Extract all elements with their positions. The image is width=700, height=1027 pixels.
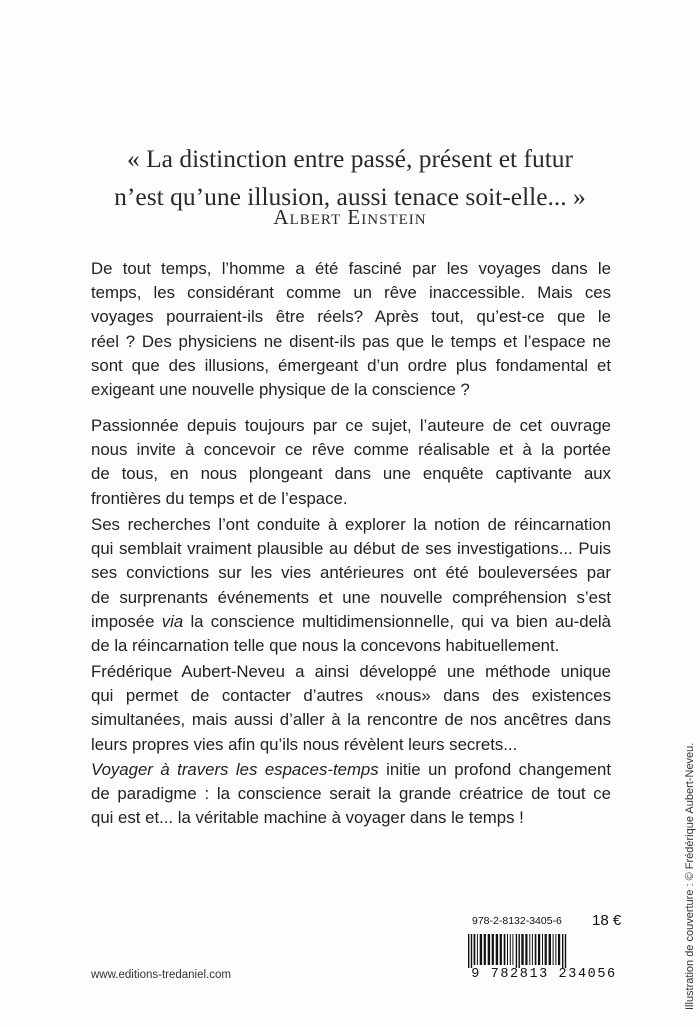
barcode-bar bbox=[555, 934, 556, 965]
barcode-bar bbox=[565, 934, 566, 968]
book-title-emphasis: Voyager à travers les espaces-temps bbox=[91, 760, 379, 779]
quote-line-2: n’est qu’une illusion, aussi tenace soit-elle... » bbox=[114, 182, 586, 211]
paragraph-3 bbox=[91, 513, 611, 658]
barcode-bar bbox=[525, 934, 527, 965]
barcode-bar bbox=[553, 934, 554, 965]
quote-line-1: « La distinction entre passé, présent et futur bbox=[126, 144, 574, 173]
text-line-with-emphasis bbox=[91, 758, 611, 782]
text-line-with-emphasis bbox=[91, 610, 611, 634]
paragraph-2 bbox=[91, 414, 611, 511]
text-line: Passionnée depuis toujours par ce sujet, l’auteure de cet ouvrage bbox=[91, 416, 611, 435]
text-line: voyages pourraient-ils être réels? Après tout, qu’est-ce que le bbox=[91, 307, 611, 327]
text-line: de surprenants événements et une nouvelle compréhension s’est bbox=[91, 587, 611, 607]
barcode-bar bbox=[529, 934, 530, 965]
barcode-bar bbox=[471, 934, 472, 968]
barcode-bar bbox=[492, 934, 494, 965]
text-plain: imposée bbox=[91, 611, 162, 631]
paragraph-4 bbox=[91, 660, 611, 757]
text-line: de la réincarnation telle que nous la concevons habituellement. bbox=[91, 636, 560, 656]
cover-illustration-credit: Illustration de couverture : © Frédérique Aubert-Neveu. bbox=[684, 742, 696, 1010]
text-plain: initie un profond changement bbox=[378, 760, 611, 779]
barcode-bar bbox=[507, 934, 508, 965]
text-line: qui permet de contacter d’autres «nous» dans des existences bbox=[91, 686, 611, 706]
barcode-bar bbox=[535, 934, 537, 965]
price-tag: 18 € bbox=[592, 912, 622, 929]
text-line: temps, les considérant comme un rêve inaccessible. Mais ces bbox=[91, 283, 611, 303]
barcode-bar bbox=[468, 934, 469, 968]
barcode-bar bbox=[519, 934, 520, 968]
text-line: simultanées, mais aussi d’aller à la rencontre de nos ancêtres dans bbox=[91, 710, 611, 730]
barcode-bar bbox=[510, 934, 511, 965]
barcode-digits: 9 782813 234056 bbox=[471, 967, 617, 982]
isbn-number: 978-2-8132-3405-6 bbox=[472, 915, 562, 927]
text-line: leurs propres vies afin qu’ils nous révèlent leurs secrets... bbox=[91, 734, 518, 754]
paragraph-5 bbox=[91, 758, 611, 831]
paragraph-1 bbox=[91, 257, 611, 402]
text-line: exigeant une nouvelle physique de la conscience ? bbox=[91, 380, 470, 400]
barcode-bar bbox=[558, 934, 560, 965]
publisher-website: www.editions-tredaniel.com bbox=[91, 969, 231, 981]
barcode-bar bbox=[532, 934, 533, 965]
text-line: Frédérique Aubert-Neveu a ainsi développé une méthode unique bbox=[91, 662, 611, 681]
barcode-bar bbox=[488, 934, 490, 965]
text-line: ses convictions sur les vies antérieures ont été bouleversées par bbox=[91, 563, 611, 583]
text-line: de paradigme : la conscience serait la grande créatrice de tout ce bbox=[91, 784, 611, 804]
barcode-bar bbox=[484, 934, 486, 965]
barcode-bar bbox=[521, 934, 523, 965]
quote-author: Albert Einstein bbox=[273, 205, 427, 229]
text-line: réel ? Des physiciens ne disent-ils pas que le temps et l’espace ne bbox=[91, 331, 611, 351]
barcode-bar bbox=[496, 934, 498, 965]
barcode-bar bbox=[562, 934, 563, 968]
text-plain: la conscience multidimensionnelle, qui va bien au-delà bbox=[183, 611, 611, 631]
text-line: frontières du temps et de l’espace. bbox=[91, 488, 348, 508]
barcode-bar bbox=[516, 934, 517, 968]
barcode-bar bbox=[480, 934, 482, 965]
barcode-bar bbox=[477, 934, 478, 965]
text-line: Ses recherches l’ont conduite à explorer la notion de réincarnation bbox=[91, 515, 611, 534]
barcode-bar bbox=[542, 934, 543, 965]
barcode-bar bbox=[512, 934, 513, 965]
text-line: de tous, en nous plongeant dans une enquête captivante aux bbox=[91, 464, 611, 484]
text-line: qui semblait vraiment plausible au début de ses investigations... Puis bbox=[91, 539, 611, 559]
text-emphasis: via bbox=[161, 611, 184, 631]
barcode-bar bbox=[545, 934, 547, 965]
barcode-bar bbox=[538, 934, 540, 965]
barcode-bar bbox=[474, 934, 476, 965]
text-line: qui est et... la véritable machine à voyager dans le temps ! bbox=[91, 808, 524, 828]
text-line: sont que des illusions, émergeant d’un ordre plus fondamental et bbox=[91, 355, 611, 375]
barcode-bar bbox=[549, 934, 551, 965]
text-line: De tout temps, l’homme a été fasciné par les voyages dans le bbox=[91, 259, 611, 278]
text-line: nous invite à concevoir ce rêve comme réalisable et à la portée bbox=[91, 440, 611, 460]
barcode-block bbox=[458, 912, 630, 984]
barcode-bar bbox=[504, 934, 506, 965]
barcode-bar bbox=[500, 934, 502, 965]
barcode-graphic bbox=[458, 934, 630, 968]
